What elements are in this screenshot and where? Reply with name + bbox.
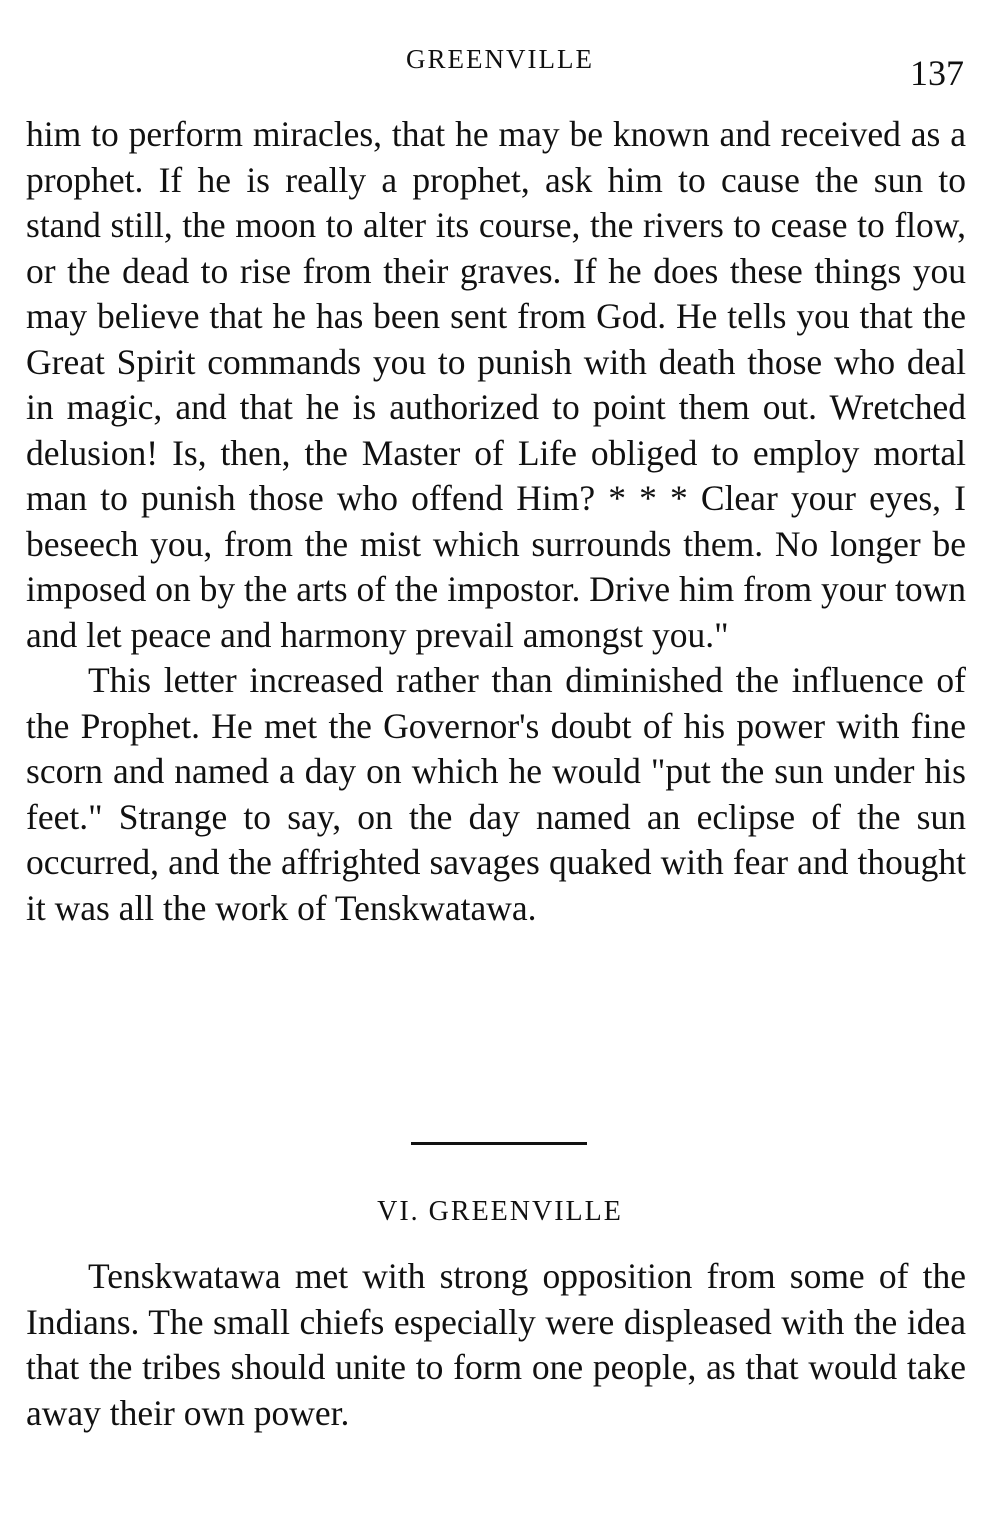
page-number: 137: [910, 53, 964, 93]
section-heading: VI. GREENVILLE: [377, 1196, 623, 1227]
section-divider: [411, 1142, 587, 1145]
paragraph: This letter increased rather than diminished the influence of the Prophet. He met the Governor's doubt of his power with fine scorn and named a day on which he would "put the sun under his feet." Strange to say, on the day named an eclipse of the sun occurred, and the affrighted savages quaked with fear and thought it was all the work of Tenskwatawa.: [26, 660, 966, 928]
running-head: GREENVILLE: [406, 44, 594, 74]
section-body-text: [26, 1254, 966, 1436]
paragraph: him to perform miracles, that he may be known and received as a prophet. If he is really a prophet, ask him to cause the sun to stand still, the moon to alter its course, the rivers to cease to flow, or the dead to rise from their graves. If he does these things you may believe that he has been sent from God. He tells you that the Great Spirit commands you to punish with death those who deal in magic, and that he is authorized to point them out. Wretched delusion! Is, then, the Master of Life obliged to employ mortal man to punish those who offend Him? * * * Clear your eyes, I beseech you, from the mist which surrounds them. No longer be imposed on by the arts of the impostor. Drive him from your town and let peace and harmony prevail amongst you.": [26, 114, 966, 655]
body-text: [26, 112, 966, 931]
paragraph: Tenskwatawa met with strong opposition from some of the Indians. The small chiefs especially were displeased with the idea that the tribes should unite to form one people, as that would take away their own power.: [26, 1256, 966, 1433]
